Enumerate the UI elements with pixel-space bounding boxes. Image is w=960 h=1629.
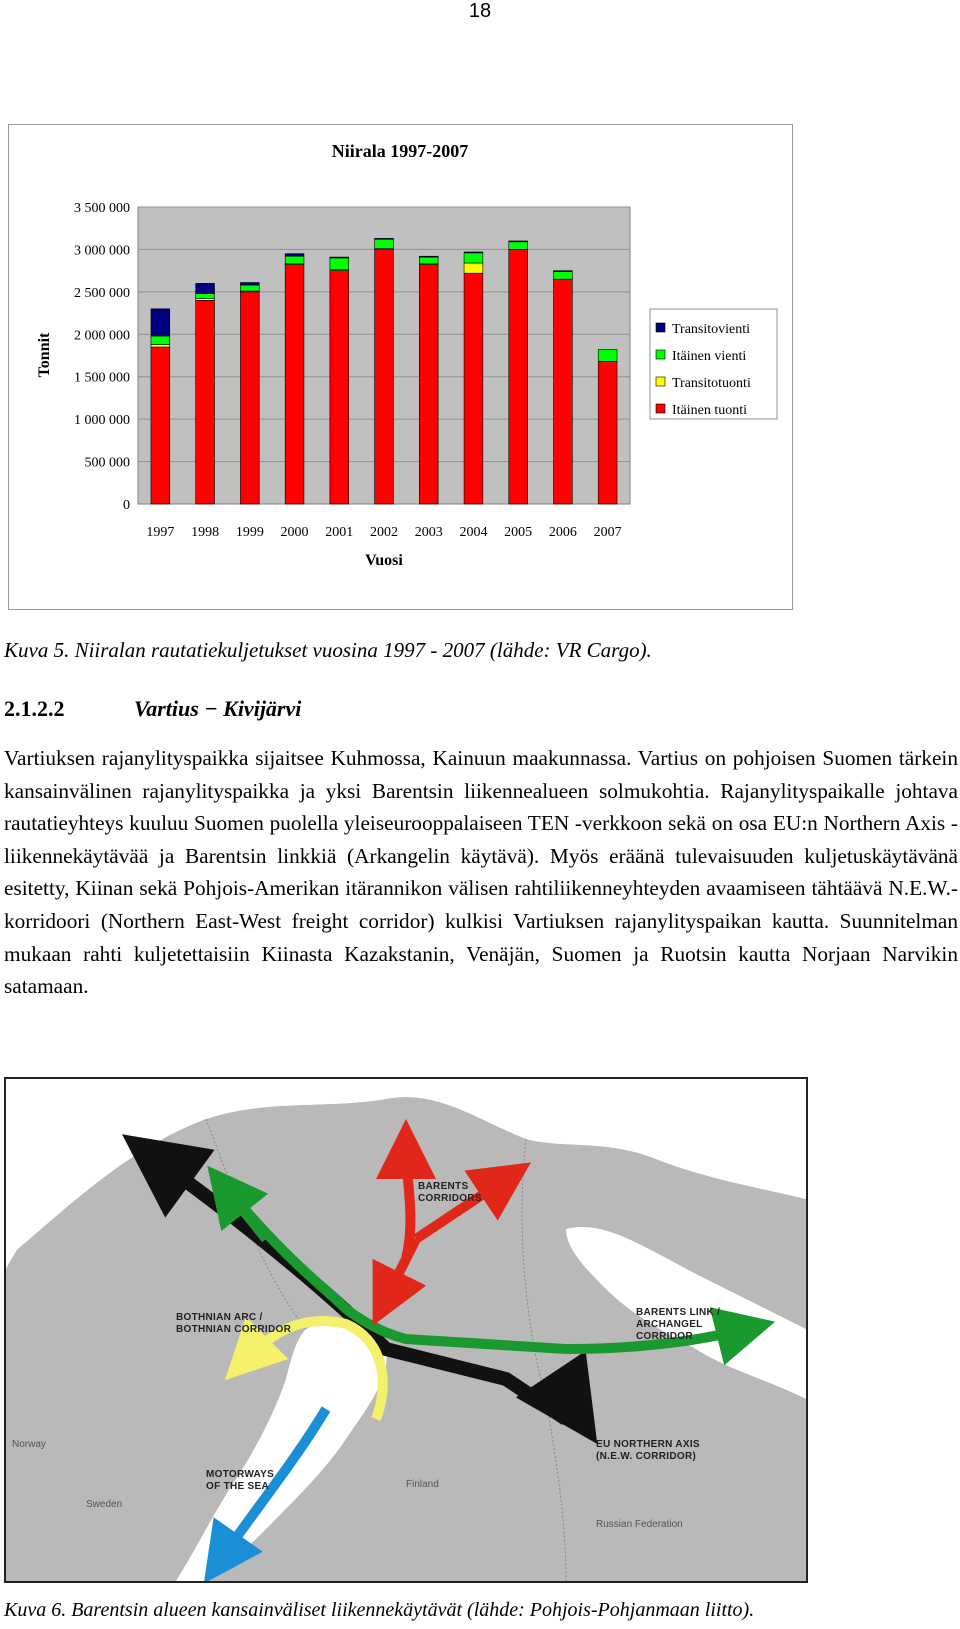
map-country-sweden: Sweden xyxy=(86,1499,123,1510)
chart-title: Niirala 1997-2007 xyxy=(331,141,469,161)
bar-segment xyxy=(330,271,349,504)
map-country-finland: Finland xyxy=(406,1479,439,1490)
page-number: 18 xyxy=(468,0,492,22)
map-country-russia: Russian Federation xyxy=(596,1519,683,1530)
legend-swatch xyxy=(656,350,665,359)
bar-segment xyxy=(285,265,304,504)
bar-segment xyxy=(151,347,170,504)
x-tick-label: 2000 xyxy=(280,525,309,540)
legend-label: Transitotuonti xyxy=(672,376,751,391)
niirala-bar-chart xyxy=(9,125,792,609)
y-tick-label: 3 500 000 xyxy=(74,201,130,216)
x-tick-label: 1997 xyxy=(146,525,175,540)
bar-segment xyxy=(330,258,349,270)
x-tick-label: 2006 xyxy=(548,525,577,540)
bar-segment xyxy=(509,249,528,504)
bar-segment xyxy=(598,350,617,362)
y-axis-label: Tonnit xyxy=(36,332,53,378)
bar-segment xyxy=(554,271,573,272)
bar-segment xyxy=(196,294,215,299)
x-tick-label: 1999 xyxy=(235,525,264,540)
bar-segment xyxy=(151,344,170,347)
bar-segment xyxy=(285,256,304,264)
bar-segment xyxy=(464,252,483,253)
legend-label: Itäinen vienti xyxy=(672,349,747,364)
bar-segment xyxy=(419,256,438,257)
y-tick-label: 2 500 000 xyxy=(74,285,130,301)
bar-segment xyxy=(375,249,394,504)
legend-label: Transitovienti xyxy=(672,322,751,337)
y-tick-label: 1 000 000 xyxy=(74,413,130,429)
x-tick-label: 1998 xyxy=(191,525,220,540)
bar-segment xyxy=(509,242,528,250)
bar-segment xyxy=(285,254,304,257)
bar-segment xyxy=(196,283,215,293)
x-tick-label: 2003 xyxy=(414,525,443,540)
bar-segment xyxy=(554,279,573,504)
figure-caption-5: Kuva 5. Niiralan rautatiekuljetukset vuosina 1997 - 2007 (lähde: VR Cargo). xyxy=(4,638,652,662)
y-tick-label: 2 000 000 xyxy=(74,328,130,344)
bar-segment xyxy=(196,300,215,504)
map-label-barents-corridors: BARENTS CORRIDORS xyxy=(418,1181,482,1204)
bar-segment xyxy=(375,238,394,239)
bar-segment xyxy=(375,239,394,248)
legend-label: Itäinen tuonti xyxy=(672,403,748,418)
map-label-bothnian-arc: BOTHNIAN ARC / BOTHNIAN CORRIDOR xyxy=(176,1312,292,1335)
x-axis-label: Vuosi xyxy=(365,552,403,569)
y-tick-label: 0 xyxy=(123,498,130,513)
barents-corridors-map xyxy=(4,1077,808,1583)
x-tick-label: 2005 xyxy=(504,525,533,540)
bar-segment xyxy=(598,361,617,504)
map-country-norway: Norway xyxy=(12,1439,46,1450)
map-label-barents-link: BARENTS LINK / ARCHANGEL CORRIDOR xyxy=(636,1307,721,1342)
section-number: 2.1.2.2 xyxy=(4,696,65,721)
figure-caption-6: Kuva 6. Barentsin alueen kansainväliset liikennekäytävät (lähde: Pohjois-Pohjanmaan liitto). xyxy=(4,1599,755,1621)
y-tick-label: 3 000 000 xyxy=(74,243,130,259)
bar-segment xyxy=(240,283,259,286)
bar-segment xyxy=(464,263,483,273)
body-paragraph: Vartiuksen rajanylityspaikka sijaitsee Kuhmossa, Kainuun maakunnassa. Vartius on pohjoisen Suomen tärkein kansainvälinen rajanylityspaikka ja yksi Barentsin liikennealueen solmukohtia. Rajanylityspaikalle johtava rautatieyhteys kuuluu Suomen puolella yleiseurooppalaiseen TEN -verkkoon sekä on osa EU:n Northern Axis -liikennekäytävää ja Barentsin linkkiä (Arkangelin käytävä). Myös eräänä tulevaisuuden kuljetuskäytävänä esitetty, Kiinan sekä Pohjois-Amerikan itärannikon välisen rahtiliikenneyhteyden avaamiseen tähtäävä N.E.W.-korridoori (Northern East-West freight corridor) kulkisi Vartiuksen rajanylityspaikan kautta. Suunnitelman mukaan rahti kuljetettaisiin Kiinasta Kazakstanin, Venäjän, Suomen ja Ruotsin kautta Norjaan Narvikin satamaan. xyxy=(4,746,958,999)
chart-frame xyxy=(8,124,793,610)
map-label-motorways: MOTORWAYS OF THE SEA xyxy=(206,1469,275,1492)
x-tick-label: 2001 xyxy=(325,525,354,540)
bar-segment xyxy=(240,292,259,504)
section-heading xyxy=(4,696,301,722)
section-title: Vartius − Kivijärvi xyxy=(134,696,302,721)
bar-segment xyxy=(330,257,349,258)
bar-segment xyxy=(151,336,170,344)
legend-swatch xyxy=(656,377,665,386)
bar-segment xyxy=(151,309,170,336)
bar-segment xyxy=(554,271,573,279)
bar-segment xyxy=(240,285,259,291)
y-tick-label: 1 500 000 xyxy=(74,370,130,386)
bar-segment xyxy=(509,241,528,242)
bar-segment xyxy=(464,253,483,263)
legend-swatch xyxy=(656,323,665,332)
x-tick-label: 2007 xyxy=(593,525,622,540)
x-tick-label: 2002 xyxy=(370,525,398,540)
bar-segment xyxy=(419,257,438,264)
bar-segment xyxy=(464,273,483,504)
legend-swatch xyxy=(656,404,665,413)
bar-segment xyxy=(419,265,438,504)
y-tick-label: 500 000 xyxy=(84,455,130,471)
map-label-eu-northern-axis: EU NORTHERN AXIS (N.E.W. CORRIDOR) xyxy=(596,1439,700,1462)
x-tick-label: 2004 xyxy=(459,525,488,540)
